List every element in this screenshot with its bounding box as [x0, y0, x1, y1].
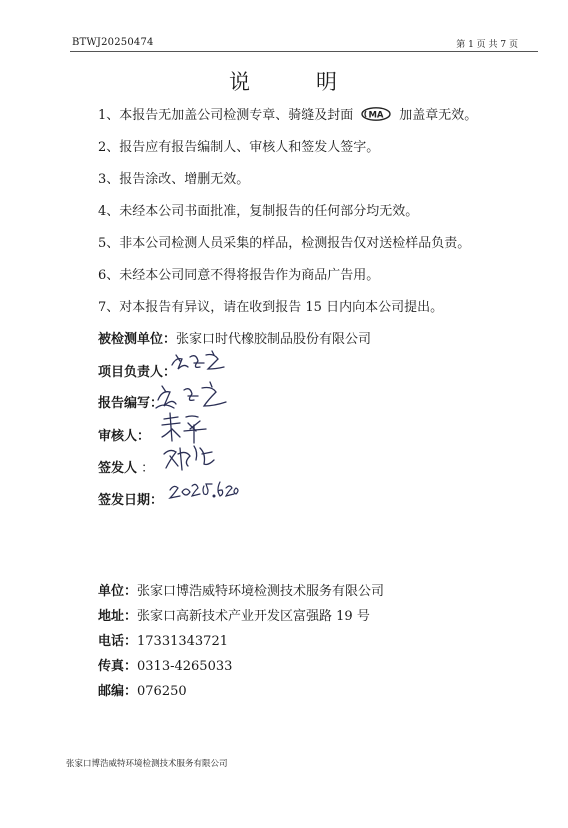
- company-address-label: 地址：: [98, 609, 138, 624]
- note-1-pre: 1、本报告无加盖公司检测专章、骑缝及封面: [98, 108, 354, 123]
- cma-stamp-icon: [361, 107, 391, 125]
- compiler-label: 报告编写：: [98, 396, 164, 411]
- company-phone-value: 17331343721: [137, 634, 228, 649]
- company-unit-value: 张家口博浩威特环境检测技术服务有限公司: [137, 584, 385, 599]
- report-code: BTWJ20250474: [72, 37, 154, 48]
- issuer-signature: [160, 440, 220, 474]
- compiler-signature: [152, 378, 232, 412]
- company-phone-row: [98, 630, 228, 649]
- note-2: 2、报告应有报告编制人、审核人和签发人签字。: [98, 140, 380, 155]
- issuer-row: 签发人 ：: [98, 461, 155, 476]
- note-1: [98, 104, 477, 125]
- project-lead-signature: [168, 347, 228, 375]
- company-zip-label: 邮编：: [98, 684, 138, 699]
- title-char-right: 明: [316, 70, 339, 94]
- note-1-post: 加盖章无效。: [399, 108, 478, 123]
- issuer-label: 签发人: [98, 461, 138, 476]
- company-address-row: [98, 605, 370, 624]
- note-3: 3、报告涂改、增删无效。: [98, 172, 250, 187]
- header-divider: [70, 51, 538, 52]
- company-fax-value: 0313-4265033: [137, 659, 233, 674]
- company-phone-label: 电话：: [98, 634, 138, 649]
- note-4: 4、未经本公司书面批准，复制报告的任何部分均无效。: [98, 204, 419, 219]
- inspected-unit-value: 张家口时代橡胶制品股份有限公司: [176, 332, 372, 347]
- title-char-left: 说: [229, 70, 252, 94]
- inspected-unit-row: [98, 328, 371, 347]
- note-5: 5、非本公司检测人员采集的样品，检测报告仅对送检样品负责。: [98, 236, 471, 251]
- svg-text:MA: MA: [368, 109, 384, 120]
- issue-date-handwritten: [168, 474, 240, 504]
- note-7: 7、对本报告有异议，请在收到报告 15 日内向本公司提出。: [98, 300, 444, 315]
- note-6: 6、未经本公司同意不得将报告作为商品广告用。: [98, 268, 380, 283]
- project-lead-label: 项目负责人：: [98, 365, 177, 380]
- page-indicator: 第 1 页 共 7 页: [456, 40, 518, 50]
- company-zip-row: [98, 680, 187, 699]
- inspected-unit-label: 被检测单位：: [98, 332, 177, 347]
- company-fax-row: [98, 655, 232, 674]
- company-zip-value: 076250: [137, 684, 187, 699]
- reviewer-label: 审核人：: [98, 429, 151, 444]
- page-title: [0, 66, 568, 96]
- footer-company: 张家口博浩威特环境检测技术服务有限公司: [66, 759, 228, 769]
- company-unit-label: 单位：: [98, 584, 138, 599]
- company-address-value: 张家口高新技术产业开发区富强路 19 号: [137, 609, 370, 624]
- company-unit-row: [98, 580, 384, 599]
- company-fax-label: 传真：: [98, 659, 138, 674]
- issue-date-label: 签发日期：: [98, 493, 164, 508]
